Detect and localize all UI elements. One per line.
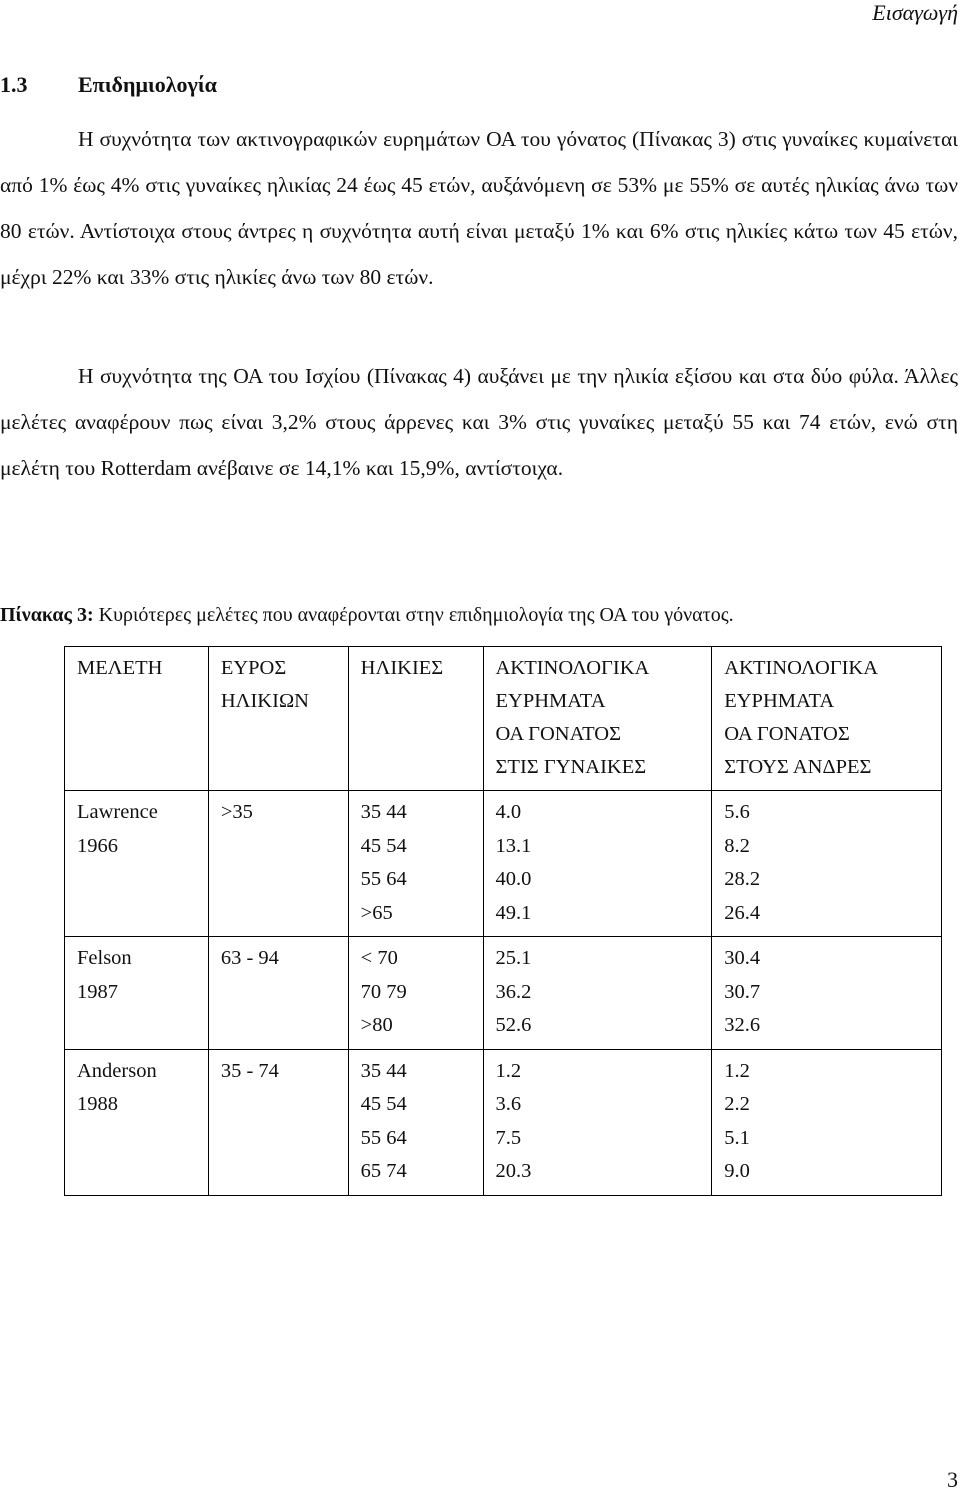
- header-women-findings-line: ΑΚΤΙΝΟΛΟΓΙΚΑ: [495, 657, 650, 679]
- paragraph-text: Η συχνότητα της ΟΑ του Ισχίου (Πίνακας 4) αυξάνει με την ηλικία εξίσου και στα δύο φύλα. Άλλες μελέτες αναφέρουν πως είναι 3,2% στους άρρενες και 3% στις γυναίκες μεταξύ 55 και 74 ετών, ενώ στη μελέτη του Rotterdam ανέβαινε σε 14,1% και 15,9%, αντίστοιχα.: [0, 364, 958, 480]
- cell-ages-line: >80: [360, 1014, 393, 1036]
- section-title: Επιδημιολογία: [78, 72, 217, 97]
- paragraph-text: Η συχνότητα των ακτινογραφικών ευρημάτων ΟΑ του γόνατος (Πίνακας 3) στις γυναίκες κυμαίνεται από 1% έως 4% στις γυναίκες ηλικίας 24 έως 45 ετών, αυξάνόμενη σε 53% με 55% σε αυτές ηλικίας άνω των 80 ετών. Αντίστοιχα στους άντρες η συχνότητα αυτή είναι μεταξύ 1% και 6% στις ηλικίες κάτω των 45 ετών, μέχρι 22% και 33% στις ηλικίες άνω των 80 ετών.: [0, 127, 958, 289]
- cell-women-line: 3.6: [495, 1093, 522, 1115]
- cell-ages-line: < 70: [360, 947, 398, 969]
- table-body: [65, 647, 942, 1196]
- cell-men-line: 32.6: [724, 1014, 761, 1036]
- cell-women: [483, 791, 712, 937]
- header-ages: [348, 647, 483, 791]
- cell-ages-line: 65 74: [360, 1160, 407, 1182]
- cell-range-line: 63 - 94: [220, 947, 279, 969]
- cell-study: [65, 1049, 209, 1195]
- cell-men-line: 9.0: [724, 1160, 750, 1182]
- cell-women-line: 1.2: [495, 1059, 522, 1082]
- header-women-findings-line: ΟΑ ΓΟΝΑΤΟΣ: [495, 723, 622, 745]
- cell-women-line: 36.2: [495, 980, 532, 1003]
- cell-range-line: >35: [220, 801, 253, 823]
- cell-men-line: 26.4: [724, 901, 761, 924]
- cell-ages-line: 35 44: [360, 1059, 407, 1082]
- header-study: [65, 647, 209, 791]
- cell-women-line: 13.1: [495, 834, 532, 857]
- cell-study-line: Felson: [77, 947, 132, 969]
- cell-ages-line: 45 54: [360, 834, 407, 857]
- header-men-findings: [712, 647, 942, 791]
- epidemiology-table: [64, 646, 942, 1196]
- running-header: Εισαγωγή: [872, 0, 958, 25]
- section-heading: [0, 72, 217, 98]
- table-header-row: [65, 647, 942, 791]
- cell-men-line: 28.2: [724, 868, 761, 890]
- header-women-findings: [483, 647, 712, 791]
- caption-text: Κυριότερες μελέτες που αναφέρονται στην επιδημιολογία της ΟΑ του γόνατος.: [93, 604, 734, 626]
- table-row: [65, 937, 942, 1050]
- cell-men-line: 8.2: [724, 834, 750, 857]
- cell-ages-line: 70 79: [360, 980, 407, 1003]
- cell-ages: [348, 1049, 483, 1195]
- header-age-range-line: ΗΛΙΚΙΩΝ: [220, 690, 309, 712]
- cell-study: [65, 937, 209, 1050]
- cell-range: [208, 1049, 348, 1195]
- header-women-findings-line: ΕΥΡΗΜΑΤΑ: [495, 690, 606, 712]
- cell-women-line: 52.6: [495, 1014, 532, 1036]
- cell-men-line: 2.2: [724, 1093, 750, 1115]
- header-men-findings-line: ΣΤΟΥΣ ΑΝΔΡΕΣ: [724, 756, 872, 778]
- cell-study-line: Anderson: [77, 1059, 157, 1082]
- cell-women-line: 7.5: [495, 1126, 522, 1149]
- cell-men: [712, 937, 942, 1050]
- cell-study: [65, 791, 209, 937]
- page-number: 3: [947, 1467, 958, 1492]
- cell-women-line: 25.1: [495, 947, 532, 969]
- cell-men-line: 5.6: [724, 801, 750, 823]
- cell-range: [208, 937, 348, 1050]
- header-age-range: [208, 647, 348, 791]
- header-men-findings-line: ΑΚΤΙΝΟΛΟΓΙΚΑ: [724, 657, 879, 679]
- cell-ages-line: 35 44: [360, 801, 407, 823]
- header-women-findings-line: ΣΤΙΣ ΓΥΝΑΙΚΕΣ: [495, 756, 647, 778]
- cell-study-line: 1966: [77, 834, 118, 857]
- header-age-range-line: ΕΥΡΟΣ: [220, 657, 287, 679]
- cell-men: [712, 791, 942, 937]
- cell-women-line: 49.1: [495, 901, 532, 924]
- table-row: [65, 1049, 942, 1195]
- header-ages-line: ΗΛΙΚΙΕΣ: [360, 657, 444, 679]
- section-number: 1.3: [0, 72, 28, 97]
- cell-men: [712, 1049, 942, 1195]
- cell-women-line: 4.0: [495, 801, 522, 823]
- cell-men-line: 5.1: [724, 1126, 750, 1149]
- cell-women: [483, 937, 712, 1050]
- cell-ages: [348, 791, 483, 937]
- cell-women: [483, 1049, 712, 1195]
- cell-women-line: 20.3: [495, 1160, 532, 1182]
- cell-ages-line: 55 64: [360, 868, 407, 890]
- cell-men-line: 30.4: [724, 947, 761, 969]
- cell-study-line: Lawrence: [77, 801, 158, 823]
- header-men-findings-line: ΟΑ ΓΟΝΑΤΟΣ: [724, 723, 850, 745]
- paragraph-knee-prevalence: [0, 116, 958, 300]
- cell-range: [208, 791, 348, 937]
- table-row: [65, 791, 942, 937]
- cell-study-line: 1987: [77, 980, 118, 1003]
- cell-women-line: 40.0: [495, 868, 532, 890]
- cell-ages-line: >65: [360, 901, 393, 924]
- paragraph-hip-prevalence: [0, 353, 958, 491]
- cell-range-line: 35 - 74: [220, 1059, 279, 1082]
- cell-ages: [348, 937, 483, 1050]
- cell-men-line: 1.2: [724, 1059, 750, 1082]
- caption-label: Πίνακας 3:: [0, 604, 94, 626]
- table-caption: [0, 604, 734, 627]
- header-men-findings-line: ΕΥΡΗΜΑΤΑ: [724, 690, 835, 712]
- cell-ages-line: 45 54: [360, 1093, 407, 1115]
- header-study-line: ΜΕΛΕΤΗ: [77, 657, 163, 679]
- cell-men-line: 30.7: [724, 980, 761, 1003]
- cell-study-line: 1988: [77, 1093, 118, 1115]
- cell-ages-line: 55 64: [360, 1126, 407, 1149]
